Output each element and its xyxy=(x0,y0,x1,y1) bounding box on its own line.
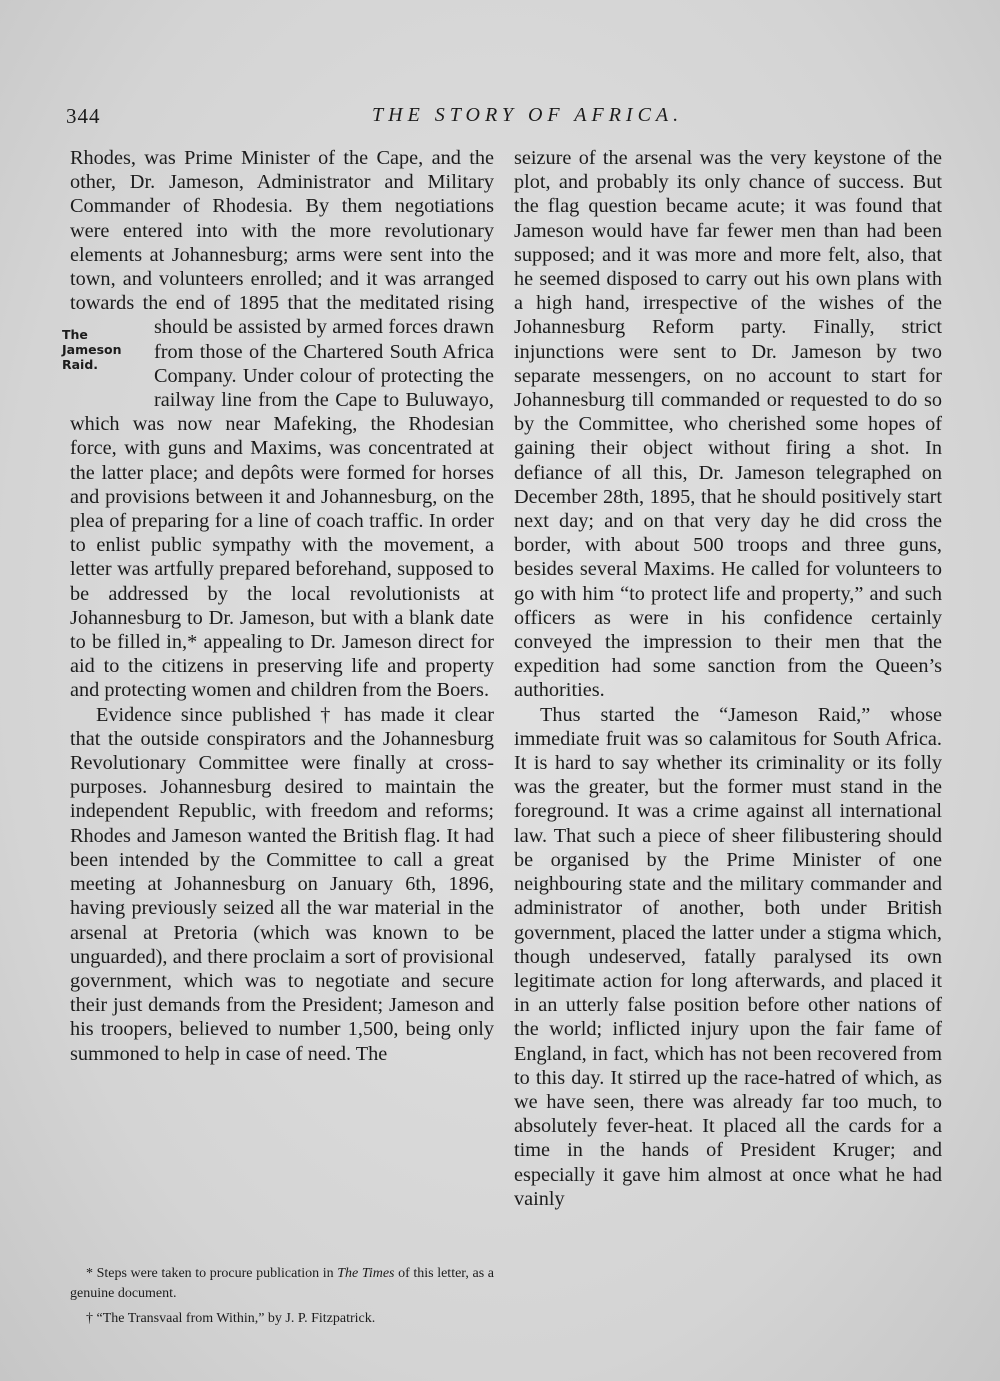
paragraph-4: Thus started the “Jameson Raid,” whose immediate fruit was so calamitous for South Africa. It is hard to say whether its criminality or its folly was the greater, but the former must stand in the foreground. It was a crime against all international law. That such a piece of sheer filibustering should be organised by the Prime Minister of one neighbouring state and the military commander and administrator of another, both under British government, placed the latter under a stigma which, though undeserved, fatally paralysed its own legitimate action for long afterwards, and placed it in an utterly false position before other nations of the world; inflicted injury upon the fair fame of England, in fact, which has not been recovered from to this day. It stirred up the race-hatred of which, as we have seen, there was already far too much, to absolutely fever-heat. It placed all the cards for a time in the hands of President Kruger; and especially it gave him almost at once what he had vainly xyxy=(514,703,942,1210)
paragraph-2: Evidence since published † has made it clear that the outside conspirators and the Johannesburg Revolutionary Committee were finally at cross-purposes. Johannesburg desired to maintain the independent Republic, with freedom and reforms; Rhodes and Jameson wanted the British flag. It had been intended by the Committee to call a great meeting at Johannesburg on January 6th, 1896, having previously seized all the war material in the arsenal at Pretoria (which was known to be unguarded), and there proclaim a sort of provisional government, which was to negotiate and secure their just demands from the President; Jameson and his troopers, believed to number 1,500, being only summoned to help in case of need. The xyxy=(70,703,494,1065)
footnote-1 xyxy=(70,1264,494,1304)
sidenote-line-2: Jameson xyxy=(62,342,122,358)
paragraph-1-continuation: be assisted by armed forces drawn from those of the Chartered South Africa Company. Under colour of protecting the railway line from the Cape to Buluwayo, which was now near Mafeking, the Rhodesian force, with guns and Maxims, was concentrated at the latter place; and depôts were formed for horses and provisions between it and Johannesburg, on the plea of preparing for a line of coach traffic. In order to enlist public sympathy with the movement, a letter was artfully prepared beforehand, supposed to be addressed by the local revolutionists at Johannesburg to Dr. Jameson, but with a blank date to be filled in,* appealing to Dr. Jameson direct for aid to the citizens in preserving life and property and protecting women and children from the Boers. xyxy=(70,316,494,702)
running-title: THE STORY OF AFRICA. xyxy=(372,104,684,126)
footnote-1-text-b: of this letter, as a genuine document. xyxy=(70,1266,494,1301)
sidenote-line-3: Raid. xyxy=(62,357,99,373)
paragraph-1-opening: Rhodes, was Prime Minister of the Cape, and the other, Dr. Jameson, Administrator and Military Commander of Rhodesia. By them negotiations were entered into with the more revolutionary elements at Johannesburg; arms were sent into the town, and volunteers enrolled; and it was arranged towards the end of 1895 that the meditated rising should xyxy=(70,147,494,339)
page-number: 344 xyxy=(66,104,101,128)
footnote-2: † “The Transvaal from Within,” by J. P. Fitzpatrick. xyxy=(86,1311,376,1326)
sidenote-line-1: The xyxy=(62,327,88,343)
paragraph-1 xyxy=(62,146,494,703)
footnotes xyxy=(70,1264,494,1329)
margin-sidenote xyxy=(62,315,154,397)
left-column xyxy=(62,146,494,1066)
footnote-1-title: The Times xyxy=(337,1266,395,1281)
footnote-1-text-a: * Steps were taken to procure publication in xyxy=(86,1266,334,1281)
right-column xyxy=(514,146,942,1211)
paragraph-3: seizure of the arsenal was the very keystone of the plot, and probably its only chance of success. But the flag question became acute; it was found that Jameson would have far fewer men than had been supposed; and it was more and more felt, also, that he seemed disposed to carry out his own plans with a high hand, irrespective of the wishes of the Johannesburg Reform party. Finally, strict injunctions were sent to Dr. Jameson by two separate messengers, on no account to start for Johannesburg till commanded or requested to do so by the Committee, who cherished some hopes of gaining their object without firing a shot. In defiance of all this, Dr. Jameson telegraphed on December 28th, 1895, that he should positively start next day; and on that very day he did cross the border, with about 500 troops and three guns, besides several Maxims. He called for volunteers to go with him “to protect life and property,” and such officers as were in his confidence certainly conveyed the impression to their men that the expedition had some sanction from the Queen’s authorities. xyxy=(514,147,942,702)
page-header xyxy=(66,100,946,132)
